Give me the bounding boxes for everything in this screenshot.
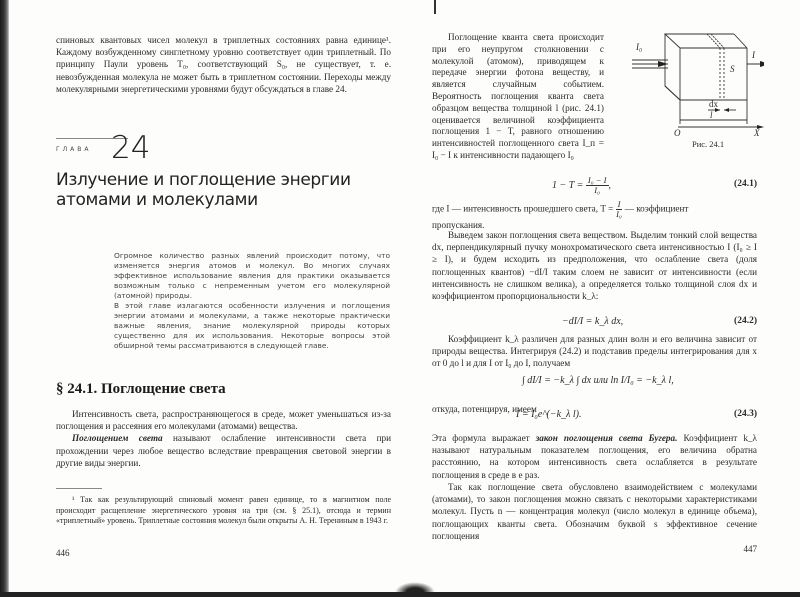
paragraph-molecular: Так как поглощение света обусловлено взаимодействием с молекулами (атомами), то закон поглощения можно связать с некоторыми характеристиками молекул. Пусть n — концентрация молекул (число молекул в единице объема), поглощающих кванты света. Обозначим буквой s эффективное сечение поглощения xyxy=(432,482,757,541)
section-heading: § 24.1. Поглощение света xyxy=(56,381,226,397)
figure-labels xyxy=(630,24,764,154)
label-l: l xyxy=(710,110,713,120)
left-top-paragraph: спиновых квантовых чисел молекул в триплетных состояниях равна единице¹. Каждому возбужденному синглетному уровню соответствует один триплетный. По принципу Паули уровень T₀, соответствующий S₀, не существует, т. е. невозбужденная молекула не может быть в триплетном состоянии. Переходы между молекулярными энергетическими уровнями будут обсуждаться в главе 24. xyxy=(56,35,391,94)
term-bouguer-law: закон поглощения света Бугера. xyxy=(535,433,678,443)
figure-caption: Рис. 24.1 xyxy=(692,139,725,149)
paragraph-bouguer-law: Эта формула выражает закон поглощения света Бугера. Коэффициент k_λ называют натуральным показателем поглощения, его величина обратна расстоянию, на котором интенсивность света ослабляется в результате поглощения в среде в e раз. xyxy=(432,433,757,480)
absorption-def-text: называют ослабление интенсивности света при прохождении через любое вещество вследствие превращения световой энергии в другие виды энергии. xyxy=(56,433,391,468)
label-dx: dx xyxy=(709,99,718,109)
paragraph-absorption-def xyxy=(56,432,391,469)
book-binding xyxy=(0,0,9,597)
paragraph-derive-law: Выведем закон поглощения света веществом. Выделим тонкий слой вещества dx, перпендикулярный пучку монохроматического света интенсивностью I (I₀ ≥ I ≥ I), и будем исходить из предположения, что ослабление света (доля поглощенных квантов) −dI/I таким слоем не зависит от интенсивности (если интенсивность не слишком велика), а определяется только толщиной слоя dx и коэффициентом пропорциональности k_λ: xyxy=(432,230,757,302)
footnote-rule xyxy=(56,488,102,489)
page-bottom-edge xyxy=(0,592,800,597)
label-I0: I₀ xyxy=(636,42,643,52)
chapter-header xyxy=(56,120,391,220)
eq1-fraction: $\frac{\text{I₀ − I}}{\text{I₀}}$ xyxy=(587,175,607,195)
paragraph-coefficient: Коэффициент k_λ различен для разных длин волн и его величина зависит от природы вещества. Интегрируя (24.2) и подставив пределы интегрирования для x от 0 до l и для I от I₀ до I, получаем xyxy=(432,334,757,369)
transmission-fraction: $\frac{I}{\text{I₀}}$ xyxy=(616,199,622,219)
eq1-number: (24.1) xyxy=(734,179,757,189)
term-absorption: Поглощением света xyxy=(72,433,163,444)
intro-paragraph-1: Огромное количество разных явлений происходит потому, что изменяется энергия атомов и молекул. Во многих случаях эффективное использование явления для практики оказывается возможным только с непременным учетом его молекулярной (атомной) природы. xyxy=(114,251,390,300)
chapter-title-line1: Излучение и поглощение энергии xyxy=(56,170,351,190)
label-X: X xyxy=(754,128,760,138)
chapter-title xyxy=(56,170,386,210)
label-I: I xyxy=(752,50,755,60)
eq1-lhs: 1 − T = xyxy=(552,179,584,191)
footnote: ¹ Так как результирующий спиновый момент равен единице, то в магнитном поле происходит расщепление энергетического уровня на три (см. § 25.1), отсюда и термин «триплетный» уровень. Триплетные состояния молекул были открыты А. Н. Терениным в 1943 г. xyxy=(56,495,391,526)
paragraph-quantum-absorption: Поглощение кванта света происходит при его неупругом столкновении с молекулой (атомом), приводящем к передаче энергии фотона веществу, и является случайным событием. Вероятность поглощения кванта света образцом вещества толщиной l (рис. 24.1) оценивается величиной коэффициента поглощения 1 − T, равного отношению интенсивностей поглощенного света I_п = I₀ − I к интенсивности падающего I₀ xyxy=(432,32,604,160)
label-O: O xyxy=(674,128,681,138)
intro-paragraph-2: В этой главе излагаются особенности излучения и поглощения энергии атомами и молекулами, а также некоторые практически важные явления, знание молекулярной природы которых существенно для их использования. Некоторые вопросы этой обширной темы рассматриваются в следующей главе. xyxy=(114,301,390,350)
chapter-number: 24 xyxy=(111,130,151,166)
chapter-label: ГЛАВА xyxy=(56,146,92,153)
paragraph-whence: откуда, потенцируя, имеем xyxy=(432,404,537,414)
equation-integral: ∫ dI/I = −k_λ ∫ dx или ln I/I₀ = −k_λ l, xyxy=(522,375,674,386)
section-body xyxy=(56,408,391,469)
eq3-number: (24.3) xyxy=(734,409,757,419)
gutter-blot xyxy=(395,582,435,592)
chapter-title-line2: атомами и молекулами xyxy=(56,190,258,210)
page-number-left: 446 xyxy=(56,548,70,558)
right-page: Поглощение кванта света происходит при его неупругом столкновении с молекулой (атомом), приводящем к передаче энергии фотона веществу, и является случайным событием. Вероятность поглощения кванта света образцом вещества толщиной l (рис. 24.1) оценивается величиной коэффициента поглощения 1 − T, равного отношению интенсивностей поглощенного света I_п = I₀ − I к интенсивности падающего I₀ I₀ I S dx l O X Рис. 24.1 1 − T = $\frac{\text{I₀ − I}}{\text{I₀}}$ , (24.1) где I — интенсивность прошедшего света, T = $\frac{I}{\text{I₀}}$ — коэффициент пропускания. Выведем закон поглощения света веществом. Выделим тонкий слой вещества dx, перпендикулярный пучку монохроматического света интенсивностью I (I₀ ≥ I ≥ I), и будем исходить из предположения, что ослабление света (доля поглощенных квантов) −dI/I таким слоем не зависит от интенсивности (если интенсивность не слишком велика), а определяется только толщиной слоя dx и коэффициентом пропорциональности k_λ: −dI/I = k_λ dx, (24.2) Коэффициент k_λ различен для разных длин волн и его величина зависит от природы вещества. Интегрируя (24.2) и подставив пределы интегрирования для x от 0 до l и для I от I₀ до I, получаем ∫ dI/I = −k_λ ∫ dx или ln I/I₀ = −k_λ l, откуда, потенцируя, имеем I = I₀e^(−k_λ l). (24.3) Эта формула выражает закон поглощения света Бугера. Коэффициент k_λ называют натуральным показателем поглощения, его величина обратна расстоянию, на котором интенсивность света ослабляется в результате поглощения в среде в e раз. Так как поглощение света обусловлено взаимодействием с молекулами (атомами), то закон поглощения можно связать с некоторыми характеристиками молекул. Пусть n — концентрация молекул (число молекул в единице объема), поглощающих кванты света. Обозначим буквой s эффективное сечение поглощения 447 xyxy=(432,0,757,597)
equation-24-1: 1 − T = $\frac{\text{I₀ − I}}{\text{I₀}}$ , (24.1) xyxy=(552,175,757,195)
label-S: S xyxy=(730,64,735,74)
eq2-number: (24.2) xyxy=(734,316,757,326)
chapter-intro xyxy=(114,251,390,351)
paragraph-intensity: Интенсивность света, распространяющегося в среде, может уменьшаться из-за поглощения и рассеяния его молекулами (атомами) вещества. xyxy=(56,409,391,432)
page-number-right: 447 xyxy=(743,544,757,554)
paragraph-where: где I — интенсивность прошедшего света, T = $\frac{I}{\text{I₀}}$ — коэффициент пропускания. xyxy=(432,199,689,230)
left-page xyxy=(56,0,391,597)
